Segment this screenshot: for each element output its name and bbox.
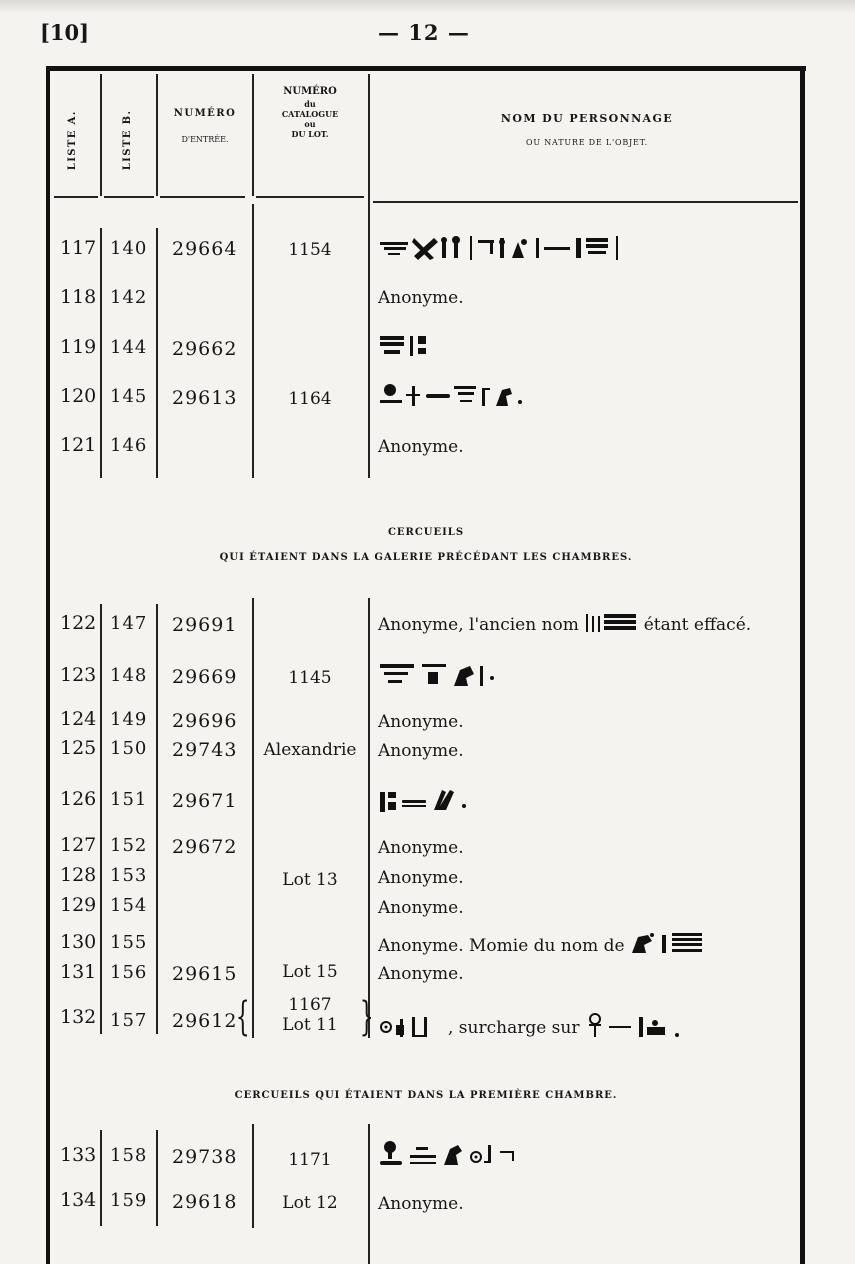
hieroglyph-name <box>378 332 458 366</box>
catalogue-cell-lot: Lot 11 <box>282 1015 338 1035</box>
hieroglyph-icon <box>378 380 578 410</box>
page-number: — 12 — <box>378 20 470 45</box>
liste-b-cell: 146 <box>110 435 148 456</box>
liste-a-cell: 121 <box>60 434 97 456</box>
liste-b-cell: 153 <box>110 865 148 886</box>
nom-cell: Anonyme. <box>378 868 464 888</box>
liste-a-cell: 118 <box>60 286 97 308</box>
liste-a-cell: 127 <box>60 834 97 856</box>
column-divider <box>156 74 158 196</box>
header-liste-a: LISTE A. <box>66 110 78 171</box>
liste-b-cell: 152 <box>110 835 148 856</box>
hieroglyph-name <box>378 234 728 268</box>
header-rule <box>256 196 364 198</box>
column-divider <box>100 1130 102 1226</box>
liste-b-cell: 142 <box>110 287 148 308</box>
section-title: CERCUEILS <box>387 527 465 538</box>
nom-cell: Anonyme, l'ancien nom étant effacé. <box>378 612 751 636</box>
scan-edge <box>0 0 855 14</box>
nom-cell: Anonyme. <box>378 288 464 308</box>
hieroglyph-icon <box>378 784 488 814</box>
column-divider <box>252 74 254 196</box>
nom-cell: Anonyme. <box>378 898 464 918</box>
entree-cell: 29664 <box>172 238 238 260</box>
header-numero-catalogue: NUMÉRO du CATALOGUE ou DU LOT. <box>281 86 339 139</box>
hieroglyph-icon <box>378 658 518 690</box>
catalogue-cell: 1164 <box>288 389 332 409</box>
liste-a-cell: 131 <box>60 961 97 983</box>
hieroglyph-icon <box>585 1013 695 1039</box>
column-divider <box>100 228 102 478</box>
column-divider <box>252 598 254 1038</box>
nom-cell: Anonyme. <box>378 1194 464 1214</box>
nom-cell: Anonyme. <box>378 437 464 457</box>
page-reference: [10] <box>40 20 90 45</box>
catalogue-cell: Lot 15 <box>282 962 338 982</box>
catalogue-cell: 1154 <box>288 240 332 260</box>
liste-b-cell: 151 <box>110 789 148 810</box>
catalogue-cell: Lot 12 <box>282 1193 338 1213</box>
liste-b-cell: 145 <box>110 386 148 407</box>
liste-a-cell: 117 <box>60 237 97 259</box>
hieroglyph-name <box>378 1139 568 1175</box>
liste-a-cell: 134 <box>60 1189 97 1211</box>
entree-cell: 29615 <box>172 963 238 985</box>
liste-b-cell: 149 <box>110 709 148 730</box>
column-divider <box>156 228 158 478</box>
column-divider <box>368 74 370 204</box>
hieroglyph-icon <box>584 612 638 634</box>
hieroglyph-icon <box>378 1139 568 1169</box>
liste-a-cell: 126 <box>60 788 97 810</box>
liste-b-cell: 140 <box>110 238 148 259</box>
catalogue-cell: 1145 <box>288 668 332 688</box>
liste-b-cell: 144 <box>110 337 148 358</box>
liste-a-cell: 125 <box>60 737 97 759</box>
liste-b-cell: 147 <box>110 613 148 634</box>
hieroglyph-name <box>378 658 518 696</box>
entree-cell: 29738 <box>172 1146 238 1168</box>
liste-a-cell: 129 <box>60 894 97 916</box>
section-subtitle: QUI ÉTAIENT DANS LA GALERIE PRÉCÉDANT LES CHAMBRES. <box>219 552 633 563</box>
liste-b-cell: 150 <box>110 738 148 759</box>
nom-cell: Anonyme. <box>378 741 464 761</box>
liste-a-cell: 124 <box>60 708 97 730</box>
entree-cell: 29618 <box>172 1191 238 1213</box>
liste-a-cell: 119 <box>60 336 97 358</box>
hieroglyph-name <box>378 784 488 820</box>
section-title: CERCUEILS QUI ÉTAIENT DANS LA PREMIÈRE CHAMBRE. <box>234 1090 618 1101</box>
liste-a-cell: 120 <box>60 385 97 407</box>
header-rule <box>104 196 154 198</box>
hieroglyph-icon <box>630 931 730 957</box>
column-divider <box>156 604 158 1034</box>
column-divider <box>368 204 370 478</box>
hieroglyph-name <box>378 380 578 416</box>
header-liste-b: LISTE B. <box>121 109 133 171</box>
liste-a-cell: 123 <box>60 664 97 686</box>
liste-b-cell: 156 <box>110 962 148 983</box>
liste-b-cell: 159 <box>110 1190 148 1211</box>
header-rule <box>373 201 798 203</box>
liste-a-cell: 130 <box>60 931 97 953</box>
column-divider <box>156 1130 158 1226</box>
hieroglyph-icon <box>378 332 458 360</box>
liste-b-cell: 157 <box>110 1010 148 1031</box>
entree-cell: 29662 <box>172 338 238 360</box>
table-frame-left <box>46 66 50 1264</box>
hieroglyph-icon <box>378 234 728 262</box>
entree-cell: 29672 <box>172 836 238 858</box>
liste-b-cell: 158 <box>110 1145 148 1166</box>
liste-a-cell: 133 <box>60 1144 97 1166</box>
entree-cell: 29696 <box>172 710 238 732</box>
nom-cell: Anonyme. <box>378 712 464 732</box>
column-divider <box>252 1124 254 1228</box>
column-divider <box>252 204 254 478</box>
liste-b-cell: 155 <box>110 932 148 953</box>
column-divider <box>368 598 370 1038</box>
entree-cell: 29613 <box>172 387 238 409</box>
header-numero-entree: NUMÉRO D'ENTRÉE. <box>173 108 237 144</box>
catalogue-cell: 1167 <box>288 995 332 1015</box>
header-rule <box>54 196 98 198</box>
header-rule <box>160 196 245 198</box>
liste-b-cell: 154 <box>110 895 148 916</box>
left-brace: { <box>235 994 250 1040</box>
table-frame-top <box>46 66 806 71</box>
catalogue-cell: 1171 <box>288 1150 332 1170</box>
nom-cell: Anonyme. <box>378 838 464 858</box>
catalogue-cell: Lot 13 <box>282 870 338 890</box>
column-divider <box>368 1124 370 1264</box>
entree-cell: 29612 <box>172 1010 238 1032</box>
nom-cell: Anonyme. <box>378 964 464 984</box>
liste-a-cell: 132 <box>60 1006 97 1028</box>
right-brace: } <box>359 994 374 1040</box>
column-divider <box>100 74 102 196</box>
table-frame-right <box>800 66 805 1264</box>
entree-cell: 29691 <box>172 614 238 636</box>
liste-b-cell: 148 <box>110 665 148 686</box>
entree-cell: 29743 <box>172 739 238 761</box>
liste-a-cell: 128 <box>60 864 97 886</box>
header-nom: NOM DU PERSONNAGE OU NATURE DE L'OBJET. <box>500 112 674 147</box>
column-divider <box>100 604 102 1034</box>
entree-cell: 29669 <box>172 666 238 688</box>
catalogue-cell: Alexandrie <box>263 740 357 760</box>
entree-cell: 29671 <box>172 790 238 812</box>
nom-cell: , surcharge sur <box>378 1013 695 1039</box>
liste-a-cell: 122 <box>60 612 97 634</box>
hieroglyph-icon <box>378 1013 448 1039</box>
nom-cell: Anonyme. Momie du nom de <box>378 931 730 957</box>
